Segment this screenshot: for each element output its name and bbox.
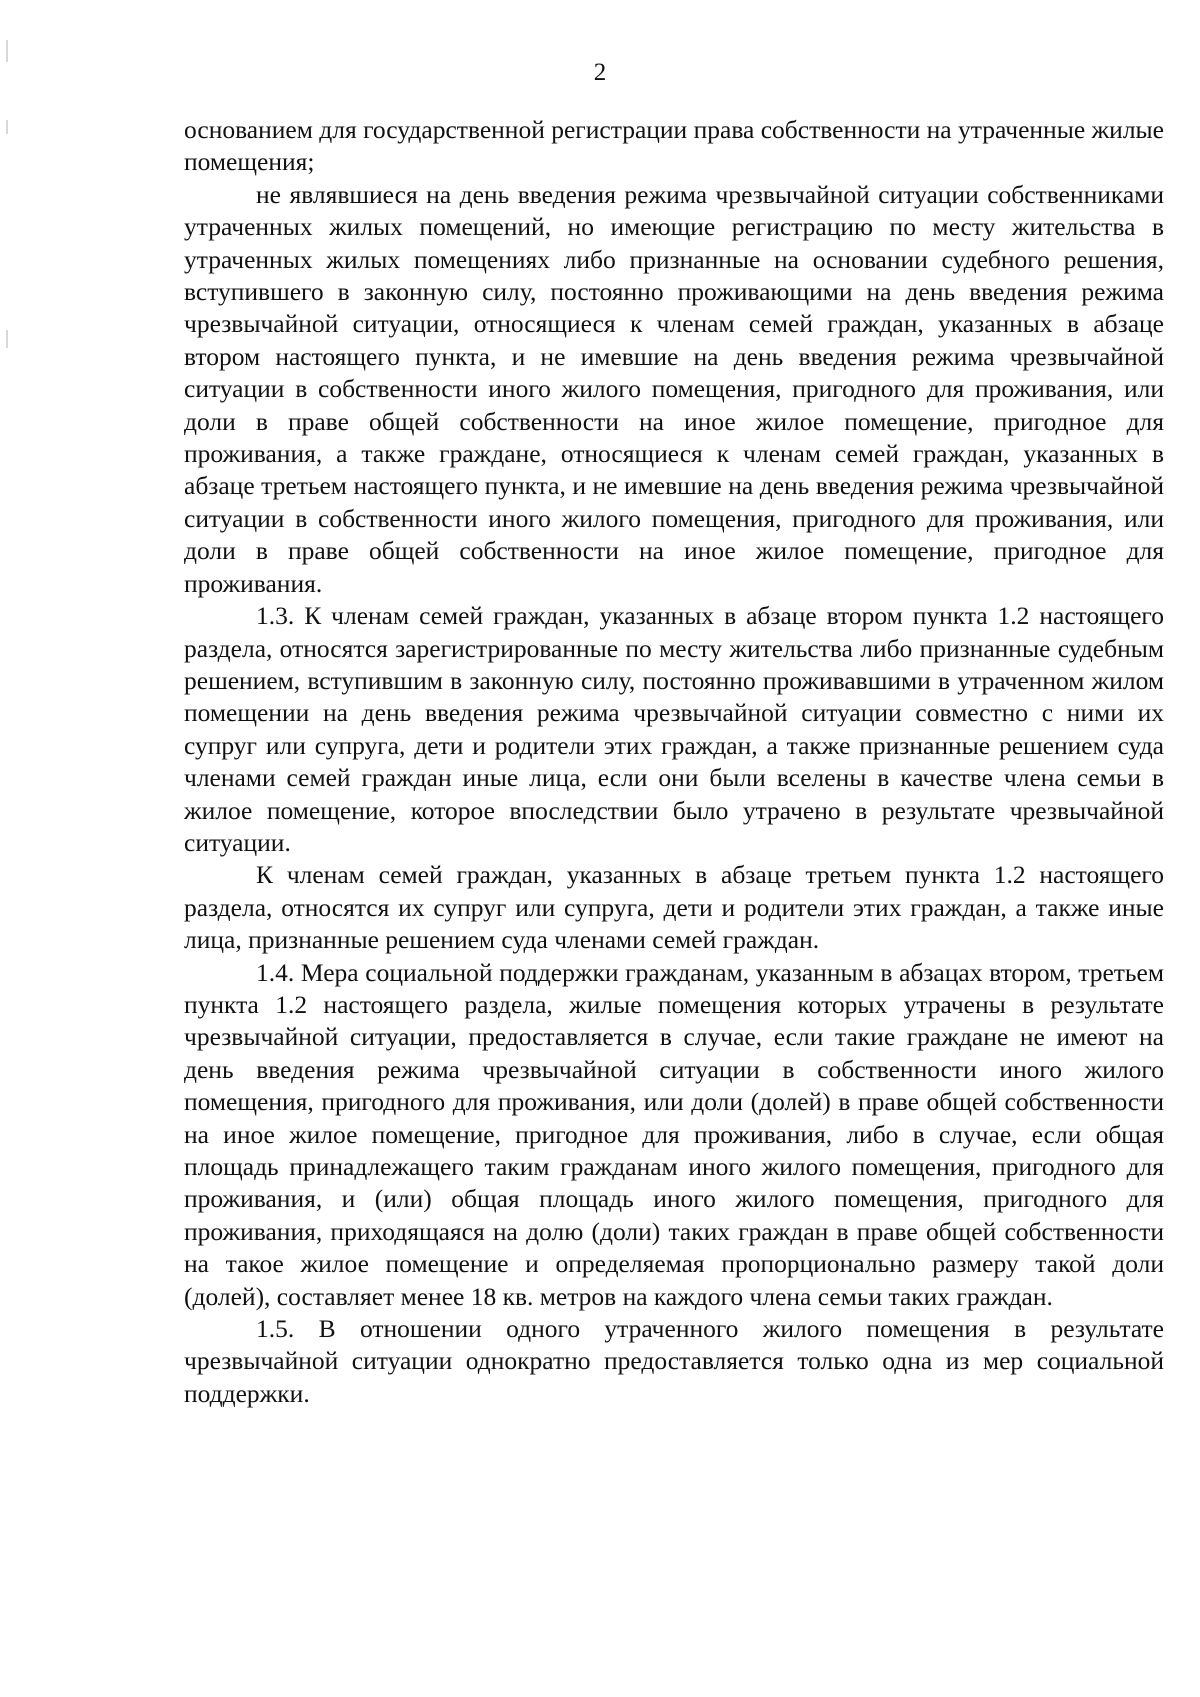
scan-edge-mark [6,120,8,134]
paragraph-non-owners: не являвшиеся на день введения режима чрезвычайной ситуации собственниками утраченных жилых помещений, но имеющие регистрацию по месту жительства в утраченных жилых помещениях либо признанные на основании судебного решения, вступившего в законную силу, постоянно проживающими на день введения режима чрезвычайной ситуации, относящиеся к членам семей граждан, указанных в абзаце втором настоящего пункта, и не имевшие на день введения режима чрезвычайной ситуации в собственности иного жилого помещения, пригодного для проживания, или доли в праве общей собственности на иное жилое помещение, пригодное для проживания, а также граждане, относящиеся к членам семей граждан, указанных в абзаце третьем настоящего пункта, и не имевшие на день введения режима чрезвычайной ситуации в собственности иного жилого помещения, пригодного для проживания, или доли в праве общей собственности на иное жилое помещение, пригодное для проживания. [184,179,1164,598]
page-number: 2 [593,59,607,86]
paragraph-1-5: 1.5. В отношении одного утраченного жилого помещения в результате чрезвычайной ситуации однократно предоставляется только одна из мер социальной поддержки. [184,1314,1164,1408]
paragraph-1-4: 1.4. Мера социальной поддержки гражданам, указанным в абзацах втором, третьем пункта 1.2 настоящего раздела, жилые помещения которых утрачены в результате чрезвычайной ситуации, предоставляется в случае, если такие граждане не имеют на день введения режима чрезвычайной ситуации в собственности иного жилого помещения, пригодного для проживания, или доли (долей) в праве общей собственности на иное жилое помещение, пригодное для проживания, либо в случае, если общая площадь принадлежащего таким гражданам иного жилого помещения, пригодного для проживания, и (или) общая площадь иного жилого помещения, пригодного для проживания, приходящаяся на долю (доли) таких граждан в праве общей собственности на такое жилое помещение и определяемая пропорционально размеру такой доли (долей), составляет менее 18 кв. метров на каждого члена семьи таких граждан. [184,957,1164,1311]
paragraph-family-members: К членам семей граждан, указанных в абзаце третьем пункта 1.2 настоящего раздела, относятся их супруг или супруга, дети и родители этих граждан, а также иные лица, признанные решением суда членами семей граждан. [184,860,1164,955]
scan-edge-mark [6,330,8,348]
document-body [184,114,1164,1410]
paragraph-1-3: 1.3. К членам семей граждан, указанных в абзаце втором пункта 1.2 настоящего раздела, относятся зарегистрированные по месту жительства либо признанные судебным решением, вступившим в законную силу, постоянно проживавшими в утраченном жилом помещении на день введения режима чрезвычайной ситуации совместно с ними их супруг или супруга, дети и родители этих граждан, а также признанные решением суда членами семей граждан иные лица, если они были вселены в качестве члена семьи в жилое помещение, которое впоследствии было утрачено в результате чрезвычайной ситуации. [184,601,1164,857]
paragraph-continuation: основанием для государственной регистрации права собственности на утраченные жилые помещения; [184,115,1164,177]
